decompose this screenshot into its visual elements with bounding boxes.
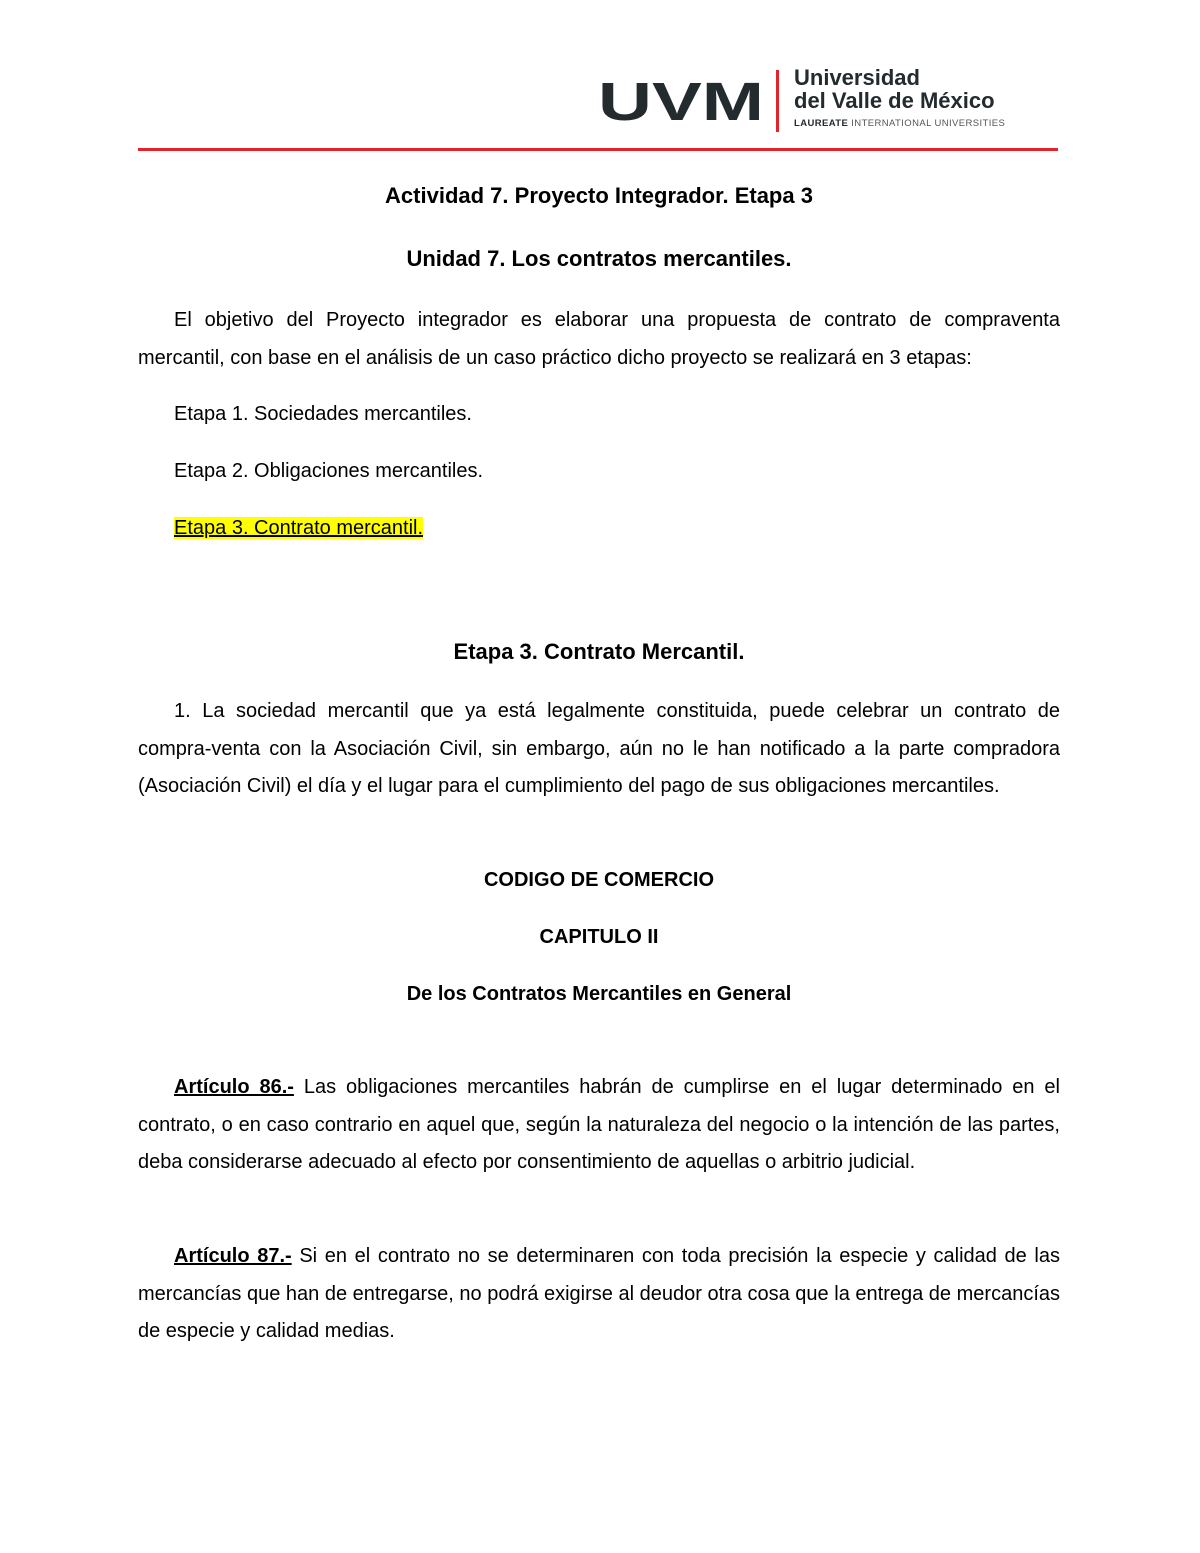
logo-tagline-rest: INTERNATIONAL UNIVERSITIES: [851, 118, 1006, 129]
uvm-logo-mark: [598, 78, 766, 124]
article-86-label: Artículo 86.-: [174, 1076, 294, 1098]
article-86: [138, 1069, 1060, 1182]
logo-mark-text: UVM: [598, 78, 764, 124]
chapter-heading: CAPITULO II: [539, 926, 659, 948]
logo-name: [794, 66, 995, 112]
logo-name-line1: Universidad: [794, 65, 920, 90]
logo-tagline: [794, 118, 1005, 129]
intro-paragraph: El objetivo del Proyecto integrador es elaborar una propuesta de contrato de compraventa mercantil, con base en el análisis de un caso práctico dicho proyecto se realizará en 3 etapas:: [138, 309, 1060, 369]
logo-separator: [776, 70, 779, 132]
stage-item-1: Etapa 1. Sociedades mercantiles.: [174, 403, 472, 425]
article-87: [138, 1238, 1060, 1351]
chapter-title: De los Contratos Mercantiles en General: [406, 983, 792, 1005]
article-87-text: Si en el contrato no se determinaren con toda precisión la especie y calidad de las mercancías que han de entregarse, no podrá exigirse al deudor otra cosa que la entrega de mercancías de especie y calidad medias.: [138, 1245, 1060, 1342]
logo-name-line2: del Valle de México: [794, 88, 995, 113]
document-subtitle: Unidad 7. Los contratos mercantiles.: [406, 246, 792, 271]
article-87-label: Artículo 87.-: [174, 1245, 292, 1267]
question-paragraph: 1. La sociedad mercantil que ya está legalmente constituida, puede celebrar un contrato de compra-venta con la Asociación Civil, sin embargo, aún no le han notificado a la parte compradora (Asociación Civil) el día y el lugar para el cumplimiento del pago de sus obligaciones mercantiles.: [138, 700, 1060, 797]
code-heading: CODIGO DE COMERCIO: [483, 869, 714, 891]
document-title: Actividad 7. Proyecto Integrador. Etapa 3: [385, 183, 813, 208]
stage-item-2: Etapa 2. Obligaciones mercantiles.: [174, 460, 484, 482]
stage-item-3: [138, 510, 1060, 548]
logo-tagline-bold: LAUREATE: [794, 118, 849, 129]
header-rule: [138, 148, 1058, 151]
article-86-text: Las obligaciones mercantiles habrán de cumplirse en el lugar determinado en el contrato, o en caso contrario en aquel que, según la naturaleza del negocio o la intención de las partes, deba considerarse adecuado al efecto por consentimiento de aquellas o arbitrio judicial.: [138, 1076, 1060, 1173]
stage-item-3-highlight: Etapa 3. Contrato mercantil.: [174, 517, 424, 539]
university-logo: [598, 64, 1018, 136]
section-heading: Etapa 3. Contrato Mercantil.: [453, 639, 745, 664]
